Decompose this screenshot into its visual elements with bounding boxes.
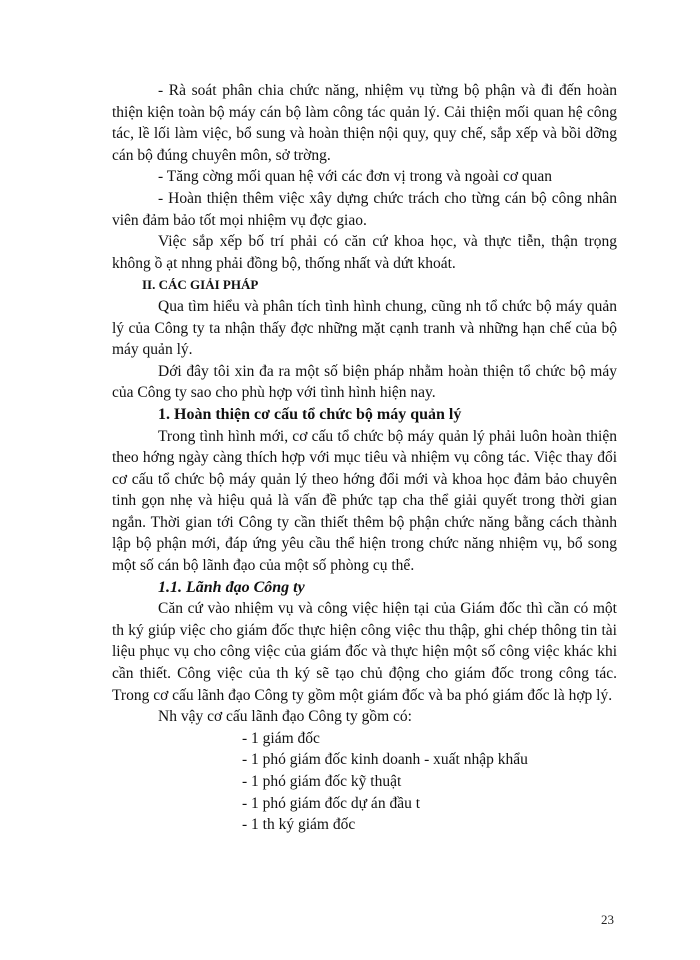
page-body — [112, 80, 617, 836]
list-item: - 1 phó giám đốc kinh doanh - xuất nhập khẩu — [242, 751, 528, 769]
subheading-leadership: 1.1. Lãnh đạo Công ty — [158, 578, 305, 596]
paragraph-structure: Trong tình hình mới, cơ cấu tổ chức bộ máy quản lý phải luôn hoàn thiện theo hớng ngày càng thích hợp với mục tiêu và nhiệm vụ công tác. Việc thay đổi cơ cấu tổ chức bộ máy quản lý theo hớng đổi mới và khoa học đảm bảo chuyên tinh gọn nhẹ và hiệu quả là vấn đề phức tạp cha thể giải quyết trong thời gian ngắn. Thời gian tới Công ty cần thiết thêm bộ phận chức năng bằng cách thành lập bộ phận mới, đáp ứng yêu cầu thể hiện trong chức năng nhiệm vụ, bổ song một số cán bộ lãnh đạo của một số phòng cụ thể. — [112, 427, 617, 575]
paragraph-review-functions: - Rà soát phân chia chức năng, nhiệm vụ từng bộ phận và đi đến hoàn thiện kiện toàn bộ máy cán bộ làm công tác quản lý. Cải thiện mối quan hệ công tác, lề lối làm việc, bổ sung và hoàn thiện nội quy, quy chế, sắp xếp và bồi dỡng cán bộ đúng chuyên môn, sở trờng. — [112, 82, 617, 164]
section-heading: II. CÁC GIẢI PHÁP — [142, 277, 259, 293]
paragraph-leadership: Căn cứ vào nhiệm vụ và công việc hiện tại của Giám đốc thì cần có một th ký giúp việc cho giám đốc thực hiện công việc thu thập, ghi chép thông tin tài liệu phục vụ cho công việc của giám đốc và thực hiện một số công việc khác khi cần thiết. Công việc của th ký sẽ tạo chủ động cho giám đốc trong công tác. Trong cơ cấu lãnh đạo Công ty gồm một giám đốc và ba phó giám đốc là hợp lý. — [112, 600, 617, 704]
list-item: - 1 th ký giám đốc — [242, 816, 356, 834]
paragraph-complete-responsibilities: - Hoàn thiện thêm việc xây dựng chức trách cho từng cán bộ công nhân viên đảm bảo tốt mọi nhiệm vụ đợc giao. — [112, 189, 617, 229]
list-intro: Nh vậy cơ cấu lãnh đạo Công ty gồm có: — [158, 708, 412, 726]
list-item: - 1 giám đốc — [242, 729, 320, 747]
list-item: - 1 phó giám đốc dự án đầu t — [242, 794, 421, 812]
leadership-list — [112, 728, 617, 836]
paragraph-analysis: Qua tìm hiểu và phân tích tình hình chung, cũng nh tổ chức bộ máy quản lý của Công ty ta nhận thấy đợc những mặt cạnh tranh và những hạn chế của bộ máy quản lý. — [112, 297, 617, 359]
page-number: 23 — [601, 912, 614, 927]
paragraph-measures: Dới đây tôi xin đa ra một số biện pháp nhằm hoàn thiện tổ chức bộ máy của Công ty sao cho phù hợp với tình hình hiện nay. — [112, 362, 617, 402]
paragraph-arrangement: Việc sắp xếp bố trí phải có căn cứ khoa học, và thực tiễn, thận trọng không ồ ạt nhng phải đồng bộ, thống nhất và dứt khoát. — [112, 233, 617, 272]
subheading-structure: 1. Hoàn thiện cơ cấu tổ chức bộ máy quản lý — [158, 405, 462, 423]
paragraph-strengthen-relations: - Tăng cờng mối quan hệ với các đơn vị trong và ngoài cơ quan — [158, 168, 553, 186]
list-item: - 1 phó giám đốc kỹ thuật — [242, 773, 402, 790]
